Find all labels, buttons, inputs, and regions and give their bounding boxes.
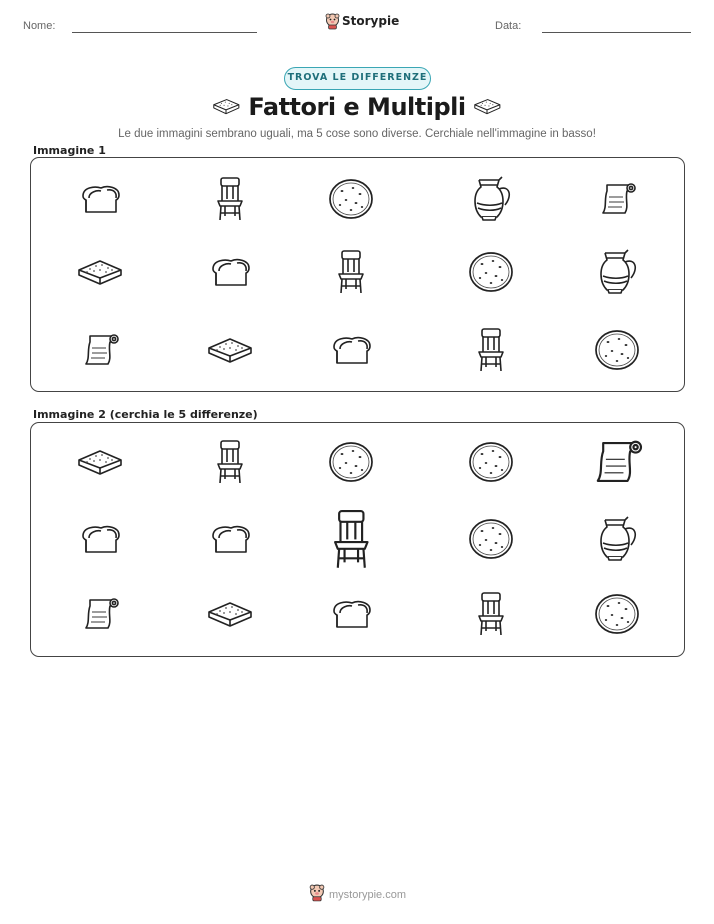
panel2-label: Immagine 2 (cerchia le 5 differenze) [33, 408, 258, 421]
brand-name: Storypie [342, 14, 400, 28]
jug-icon [595, 248, 639, 296]
page-title: Fattori e Multipli [248, 93, 466, 121]
bread-icon[interactable] [77, 522, 123, 556]
bread-icon [328, 333, 374, 367]
storypie-footer-logo-icon [309, 884, 325, 902]
jug-icon[interactable] [595, 515, 639, 563]
date-field[interactable] [542, 32, 691, 33]
chair-icon [333, 248, 369, 296]
sponge-icon [76, 257, 124, 287]
jug-icon [469, 175, 513, 223]
chair-icon[interactable] [327, 507, 376, 572]
cookie-icon [467, 250, 515, 294]
instructions: Le due immagini sembrano uguali, ma 5 cose sono diverse. Cerchiale nell'immagine in basso! [118, 128, 596, 140]
name-field[interactable] [72, 32, 257, 33]
scroll-icon[interactable] [587, 435, 646, 489]
bread-icon [77, 182, 123, 216]
cookie-icon [327, 177, 375, 221]
sponge-icon [472, 97, 502, 115]
cookie-icon[interactable] [593, 592, 641, 636]
chair-icon [473, 326, 509, 374]
sponge-icon[interactable] [76, 447, 124, 477]
cookie-icon[interactable] [327, 440, 375, 484]
chair-icon[interactable] [212, 438, 248, 486]
cookie-icon [593, 328, 641, 372]
sponge-icon [211, 97, 241, 115]
panel1-label: Immagine 1 [33, 144, 106, 157]
scroll-icon [595, 179, 639, 219]
cookie-icon[interactable] [467, 517, 515, 561]
storypie-logo-icon [325, 13, 340, 30]
activity-badge: TROVA LE DIFFERENZE [284, 67, 431, 90]
bread-icon[interactable] [207, 522, 253, 556]
chair-icon [212, 175, 248, 223]
name-label: Nome: [23, 20, 56, 32]
scroll-icon[interactable] [78, 594, 122, 634]
footer-site: mystorypie.com [329, 889, 407, 901]
sponge-icon [206, 335, 254, 365]
scroll-icon [78, 330, 122, 370]
sponge-icon[interactable] [206, 599, 254, 629]
date-label: Data: [495, 20, 522, 32]
chair-icon[interactable] [473, 590, 509, 638]
bread-icon [207, 255, 253, 289]
bread-icon[interactable] [328, 597, 374, 631]
cookie-icon[interactable] [467, 440, 515, 484]
